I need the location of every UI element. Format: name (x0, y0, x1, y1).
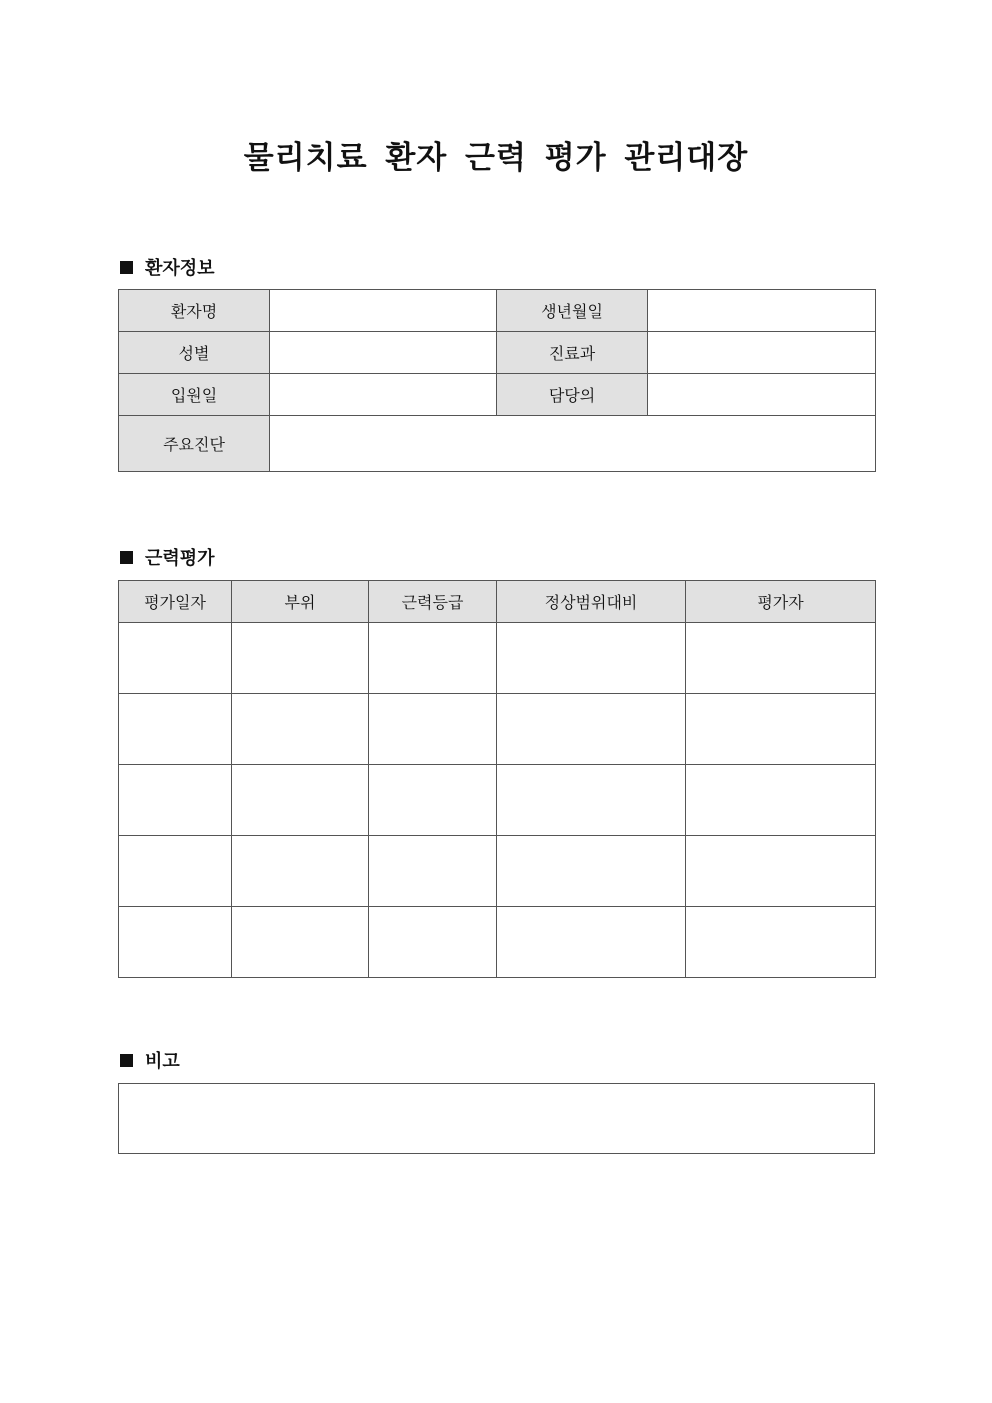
remarks-heading (120, 1047, 180, 1073)
admission-label: 입원일 (119, 374, 270, 416)
remarks-field[interactable] (119, 1084, 875, 1154)
grade-cell[interactable] (369, 765, 497, 836)
table-row (119, 765, 876, 836)
table-row (119, 836, 876, 907)
birth-field[interactable] (648, 290, 876, 332)
physician-field[interactable] (648, 374, 876, 416)
column-header-evaluator: 평가자 (686, 581, 876, 623)
table-row (119, 374, 876, 416)
remarks-table (118, 1083, 875, 1154)
date-cell[interactable] (119, 694, 232, 765)
site-cell[interactable] (232, 907, 369, 978)
grade-cell[interactable] (369, 836, 497, 907)
name-label: 환자명 (119, 290, 270, 332)
square-bullet-icon (120, 261, 133, 274)
date-cell[interactable] (119, 836, 232, 907)
patient-info-heading-label: 환자정보 (145, 258, 215, 279)
normal-ratio-cell[interactable] (497, 623, 686, 694)
table-row (119, 1084, 875, 1154)
square-bullet-icon (120, 551, 133, 564)
evaluator-cell[interactable] (686, 694, 876, 765)
date-cell[interactable] (119, 623, 232, 694)
strength-heading (120, 544, 215, 570)
patient-info-table (118, 289, 876, 472)
evaluator-cell[interactable] (686, 907, 876, 978)
date-cell[interactable] (119, 907, 232, 978)
diagnosis-field[interactable] (270, 416, 876, 472)
evaluator-cell[interactable] (686, 765, 876, 836)
department-label: 진료과 (497, 332, 648, 374)
site-cell[interactable] (232, 623, 369, 694)
table-row (119, 416, 876, 472)
column-header-normal-ratio: 정상범위대비 (497, 581, 686, 623)
table-row (119, 332, 876, 374)
table-row (119, 907, 876, 978)
sex-field[interactable] (270, 332, 497, 374)
normal-ratio-cell[interactable] (497, 765, 686, 836)
table-header-row (119, 581, 876, 623)
date-cell[interactable] (119, 765, 232, 836)
strength-heading-label: 근력평가 (145, 548, 215, 569)
department-field[interactable] (648, 332, 876, 374)
table-row (119, 623, 876, 694)
strength-table (118, 580, 876, 978)
remarks-heading-label: 비고 (145, 1051, 180, 1072)
name-field[interactable] (270, 290, 497, 332)
grade-cell[interactable] (369, 907, 497, 978)
column-header-grade: 근력등급 (369, 581, 497, 623)
evaluator-cell[interactable] (686, 836, 876, 907)
document-title: 물리치료 환자 근력 평가 관리대장 (243, 140, 749, 176)
table-row (119, 694, 876, 765)
normal-ratio-cell[interactable] (497, 907, 686, 978)
site-cell[interactable] (232, 765, 369, 836)
physician-label: 담당의 (497, 374, 648, 416)
admission-field[interactable] (270, 374, 497, 416)
grade-cell[interactable] (369, 694, 497, 765)
evaluator-cell[interactable] (686, 623, 876, 694)
sex-label: 성별 (119, 332, 270, 374)
square-bullet-icon (120, 1054, 133, 1067)
site-cell[interactable] (232, 694, 369, 765)
site-cell[interactable] (232, 836, 369, 907)
normal-ratio-cell[interactable] (497, 694, 686, 765)
diagnosis-label: 주요진단 (119, 416, 270, 472)
column-header-site: 부위 (232, 581, 369, 623)
birth-label: 생년월일 (497, 290, 648, 332)
grade-cell[interactable] (369, 623, 497, 694)
column-header-date: 평가일자 (119, 581, 232, 623)
normal-ratio-cell[interactable] (497, 836, 686, 907)
patient-info-heading (120, 254, 215, 280)
table-row (119, 290, 876, 332)
